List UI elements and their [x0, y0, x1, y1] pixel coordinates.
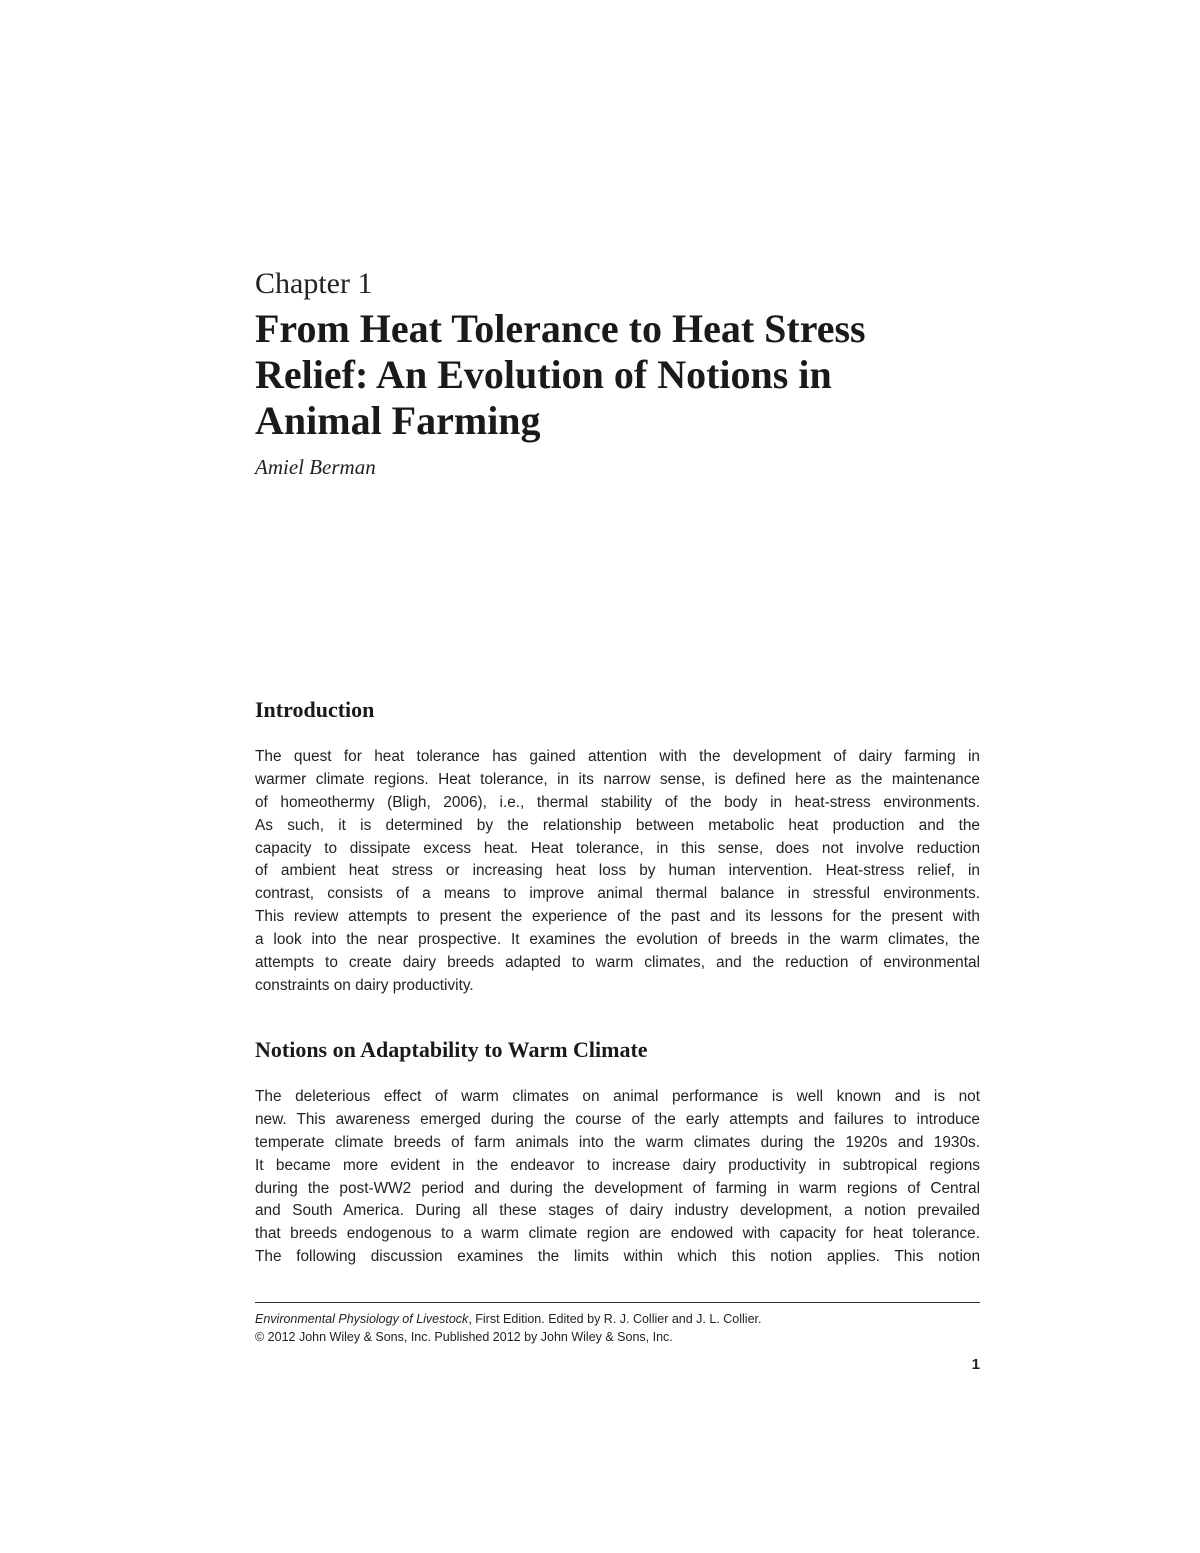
- paragraph-introduction: [255, 746, 980, 998]
- footnote-citation: [255, 1310, 980, 1328]
- section-heading-notions: Notions on Adaptability to Warm Climate: [255, 1037, 648, 1062]
- footnote-divider: [255, 1302, 980, 1303]
- text-line: a look into the near prospective. It examines the evolution of breeds in the warm climates, the: [255, 931, 980, 949]
- author-name: Amiel Berman: [255, 455, 376, 479]
- footnote-book-title: Environmental Physiology of Livestock: [255, 1312, 469, 1326]
- footnote-copyright: © 2012 John Wiley & Sons, Inc. Published 2012 by John Wiley & Sons, Inc.: [255, 1330, 673, 1344]
- text-line: new. This awareness emerged during the course of the early attempts and failures to introduce: [255, 1110, 980, 1128]
- chapter-title-line: From Heat Tolerance to Heat Stress: [255, 306, 866, 351]
- text-line: and South America. During all these stages of dairy industry development, a notion prevailed: [255, 1202, 980, 1220]
- text-line: contrast, consists of a means to improve animal thermal balance in stressful environments.: [255, 885, 980, 903]
- text-line: temperate climate breeds of farm animals into the warm climates during the 1920s and 1930s.: [255, 1133, 980, 1151]
- text-line: of ambient heat stress or increasing heat loss by human intervention. Heat-stress relief, in: [255, 862, 980, 880]
- chapter-title-line: Animal Farming: [255, 398, 541, 443]
- text-line: attempts to create dairy breeds adapted to warm climates, and the reduction of environmental: [255, 954, 980, 972]
- text-line: warmer climate regions. Heat tolerance, in its narrow sense, is defined here as the maintenance: [255, 770, 980, 788]
- text-line: during the post-WW2 period and during the development of farming in warm regions of Central: [255, 1179, 980, 1197]
- text-line: The deleterious effect of warm climates on animal performance is well known and is not: [255, 1088, 980, 1105]
- text-line: As such, it is determined by the relationship between metabolic heat production and the: [255, 816, 980, 834]
- footnote: [255, 1310, 980, 1346]
- text-line: It became more evident in the endeavor to increase dairy productivity in subtropical regions: [255, 1156, 980, 1174]
- text-line: The quest for heat tolerance has gained attention with the development of dairy farming in: [255, 748, 980, 765]
- text-line: The following discussion examines the limits within which this notion applies. This notion: [255, 1248, 980, 1266]
- chapter-title-line: Relief: An Evolution of Notions in: [255, 352, 832, 397]
- footnote-edition: , First Edition. Edited by R. J. Collier and J. L. Collier.: [468, 1312, 762, 1326]
- chapter-title: [255, 306, 975, 444]
- chapter-label: Chapter 1: [255, 267, 373, 300]
- section-heading-introduction: Introduction: [255, 697, 375, 722]
- text-line: This review attempts to present the experience of the past and its lessons for the present with: [255, 908, 980, 926]
- text-line: capacity to dissipate excess heat. Heat tolerance, in this sense, does not involve reduction: [255, 839, 980, 857]
- text-line: constraints on dairy productivity.: [255, 976, 474, 994]
- text-line: of homeothermy (Bligh, 2006), i.e., thermal stability of the body in heat-stress environments.: [255, 793, 980, 811]
- page-number: 1: [971, 1356, 980, 1373]
- text-line: that breeds endogenous to a warm climate region are endowed with capacity for heat tolerance.: [255, 1225, 980, 1243]
- paragraph-notions: [255, 1086, 980, 1269]
